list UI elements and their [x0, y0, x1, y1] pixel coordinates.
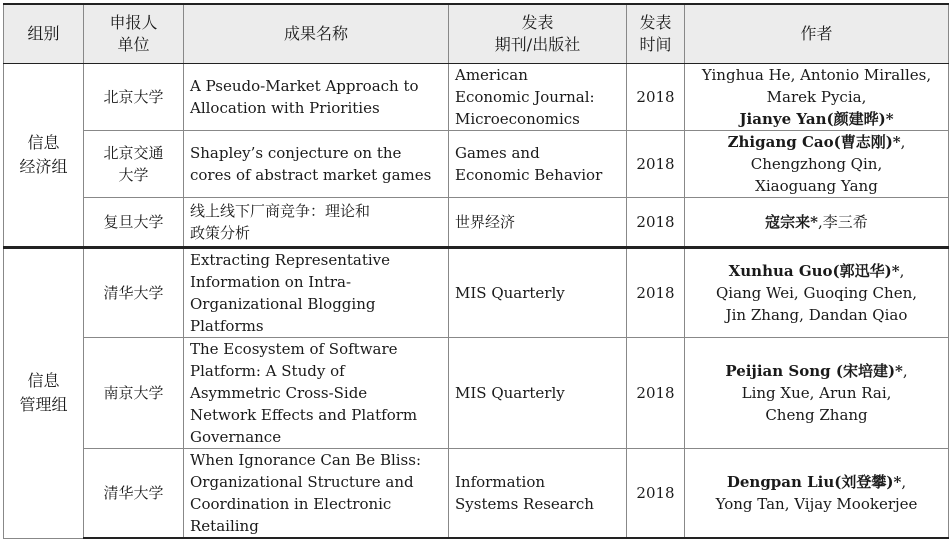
unit-cell: 北京大学 — [84, 64, 184, 131]
authors-cell — [685, 131, 949, 198]
journal-cell: MIS Quarterly — [449, 338, 627, 449]
table-row — [4, 338, 949, 449]
table-row — [4, 198, 949, 248]
journal-cell: Information Systems Research — [449, 449, 627, 539]
group-cell — [4, 64, 84, 248]
author-names: , — [902, 362, 908, 380]
unit-cell: 北京交通 大学 — [84, 131, 184, 198]
table-row — [4, 248, 949, 338]
author-names: , — [901, 473, 907, 491]
unit-cell: 清华大学 — [84, 248, 184, 338]
table-body — [4, 64, 949, 539]
author-names: Cheng Zhang — [765, 406, 868, 424]
author-names: Yong Tan, Vijay Mookerjee — [715, 495, 918, 513]
table-row — [4, 64, 949, 131]
group-label-line: 管理组 — [19, 395, 68, 415]
awards-table — [3, 3, 949, 539]
corresponding-author: 寇宗来* — [765, 213, 819, 231]
year-cell: 2018 — [627, 338, 685, 449]
header-title: 成果名称 — [184, 4, 449, 64]
author-names: ,李三希 — [818, 213, 868, 231]
year-cell: 2018 — [627, 248, 685, 338]
journal-cell: 世界经济 — [449, 198, 627, 248]
author-names: Ling Xue, Arun Rai, — [741, 384, 892, 402]
author-names: Marek Pycia, — [766, 88, 867, 106]
unit-cell: 南京大学 — [84, 338, 184, 449]
author-names: Jin Zhang, Dandan Qiao — [725, 306, 908, 324]
header-time: 发表 时间 — [627, 4, 685, 64]
title-cell: 线上线下厂商竞争：理论和 政策分析 — [184, 198, 449, 248]
author-names: , — [899, 262, 905, 280]
group-label-line: 信息 — [27, 371, 60, 391]
corresponding-author: Zhigang Cao(曹志刚)* — [727, 133, 901, 151]
unit-cell: 清华大学 — [84, 449, 184, 539]
corresponding-author: Dengpan Liu(刘登攀)* — [726, 473, 902, 491]
header-unit: 申报人 单位 — [84, 4, 184, 64]
author-names: , — [900, 133, 906, 151]
group-cell — [4, 248, 84, 539]
journal-cell: Games and Economic Behavior — [449, 131, 627, 198]
author-names: Chengzhong Qin, — [750, 155, 883, 173]
header-authors: 作者 — [685, 4, 949, 64]
year-cell: 2018 — [627, 131, 685, 198]
year-cell: 2018 — [627, 198, 685, 248]
authors-cell — [685, 248, 949, 338]
title-cell: A Pseudo-Market Approach to Allocation with Priorities — [184, 64, 449, 131]
author-names: Xiaoguang Yang — [755, 177, 878, 195]
corresponding-author: Xunhua Guo(郭迅华)* — [728, 262, 900, 280]
journal-cell: MIS Quarterly — [449, 248, 627, 338]
title-cell: Shapley’s conjecture on the cores of abstract market games — [184, 131, 449, 198]
title-cell: The Ecosystem of Software Platform: A Study of Asymmetric Cross-Side Network Effects and Platform Governance — [184, 338, 449, 449]
author-names: Yinghua He, Antonio Miralles, — [701, 66, 932, 84]
year-cell: 2018 — [627, 64, 685, 131]
year-cell: 2018 — [627, 449, 685, 539]
title-cell: Extracting Representative Information on Intra- Organizational Blogging Platforms — [184, 248, 449, 338]
authors-cell — [685, 64, 949, 131]
header-row — [4, 4, 949, 64]
table-row — [4, 131, 949, 198]
group-label-line: 信息 — [27, 133, 60, 152]
authors-cell — [685, 449, 949, 539]
authors-cell — [685, 338, 949, 449]
authors-cell — [685, 198, 949, 248]
corresponding-author: Peijian Song (宋培建)* — [725, 362, 903, 380]
table-row — [4, 449, 949, 539]
header-journal: 发表 期刊/出版社 — [449, 4, 627, 64]
header-group: 组别 — [4, 4, 84, 64]
title-cell: When Ignorance Can Be Bliss: Organizational Structure and Coordination in Electronic Retailing — [184, 449, 449, 539]
unit-cell: 复旦大学 — [84, 198, 184, 248]
corresponding-author: Jianye Yan(颜建晔)* — [739, 110, 894, 128]
group-label-line: 经济组 — [19, 157, 68, 176]
author-names: Qiang Wei, Guoqing Chen, — [715, 284, 918, 302]
journal-cell: American Economic Journal: Microeconomics — [449, 64, 627, 131]
